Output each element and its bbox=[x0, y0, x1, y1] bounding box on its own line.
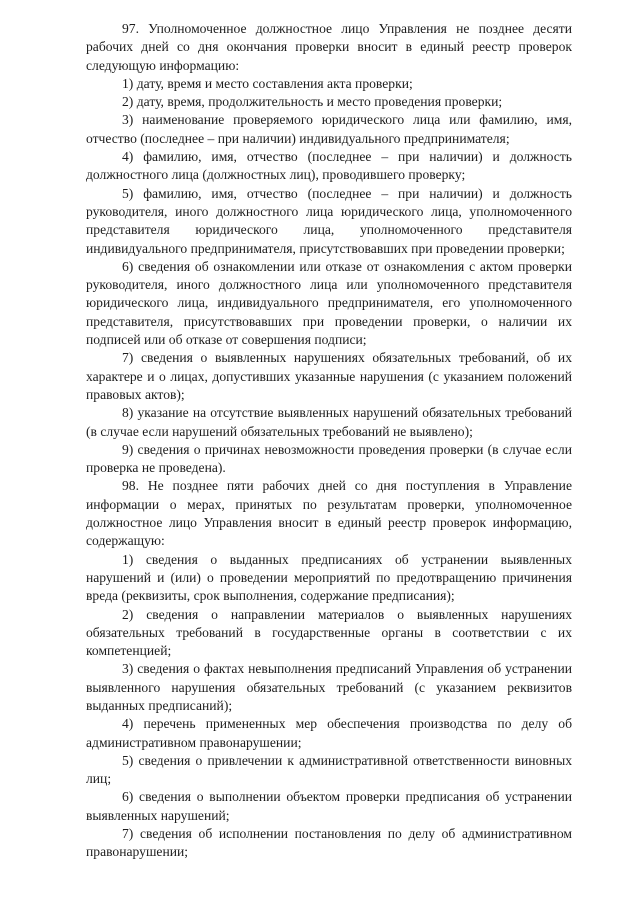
list-item-97-9: 9) сведения о причинах невозможности проведения проверки (в случае если проверка не проведена). bbox=[86, 441, 572, 476]
list-item-98-2: 2) сведения о направлении материалов о выявленных нарушениях обязательных требований в государственные органы в соответствии с их компетенцией; bbox=[86, 606, 572, 659]
list-item-97-8: 8) указание на отсутствие выявленных нарушений обязательных требований (в случае если нарушений обязательных требований не выявлено); bbox=[86, 405, 572, 439]
paragraph-98: 98. Не позднее пяти рабочих дней со дня поступления в Управление информации о мерах, принятых по результатам проверки, уполномоченное должностное лицо Управления вносит в единый реестр проверок информацию, содержащую: bbox=[86, 478, 572, 549]
list-item-98-6: 6) сведения о выполнении объектом проверки предписания об устранении выявленных нарушений; bbox=[86, 789, 572, 823]
list-item-97-1: 1) дату, время и место составления акта проверки; bbox=[122, 75, 413, 91]
list-item-97-5: 5) фамилию, имя, отчество (последнее – при наличии) и должность руководителя, иного должностного лица юридического лица, уполномоченного представителя юридического лица, уполномоченного представителя индивидуального предпринимателя, присутствовавших при проведении проверки; bbox=[86, 185, 572, 256]
list-item-97-7: 7) сведения о выявленных нарушениях обязательных требований, об их характере и о лицах, допустивших указанные нарушения (с указанием положений правовых актов); bbox=[86, 350, 572, 402]
list-item-97-3: 3) наименование проверяемого юридического лица или фамилию, имя, отчество (последнее – при наличии) индивидуального предпринимателя; bbox=[86, 112, 572, 146]
list-item-98-5: 5) сведения о привлечении к административной ответственности виновных лиц; bbox=[86, 752, 572, 787]
list-item-98-1: 1) сведения о выданных предписаниях об устранении выявленных нарушений и (или) о проведении мероприятий по предотвращению причинения вреда (реквизиты, срок выполнения, содержание предписания); bbox=[86, 551, 572, 604]
list-item-98-4: 4) перечень примененных мер обеспечения производства по делу об административном правонарушении; bbox=[86, 716, 572, 750]
list-item-97-4: 4) фамилию, имя, отчество (последнее – при наличии) и должность должностного лица (должностных лиц), проводившего проверку; bbox=[86, 149, 572, 183]
list-item-97-6: 6) сведения об ознакомлении или отказе от ознакомления с актом проверки руководителя, иного должностного лица или уполномоченного представителя юридического лица, индивидуального предпринимателя, его уполномоченного представителя, присутствовавших при проведении проверки, о наличии их подписей или об отказе от совершения подписи; bbox=[86, 258, 572, 348]
list-item-97-2: 2) дату, время, продолжительность и место проведения проверки; bbox=[122, 94, 503, 110]
list-item-98-3: 3) сведения о фактах невыполнения предписаний Управления об устранении выявленного нарушения обязательных требований (с указанием реквизитов выданных предписаний); bbox=[86, 661, 572, 713]
list-item-98-7: 7) сведения об исполнении постановления по делу об административном правонарушении; bbox=[86, 826, 572, 860]
paragraph-97: 97. Уполномоченное должностное лицо Управления не позднее десяти рабочих дней со дня окончания проверки вносит в единый реестр проверок следующую информацию: bbox=[86, 21, 572, 73]
